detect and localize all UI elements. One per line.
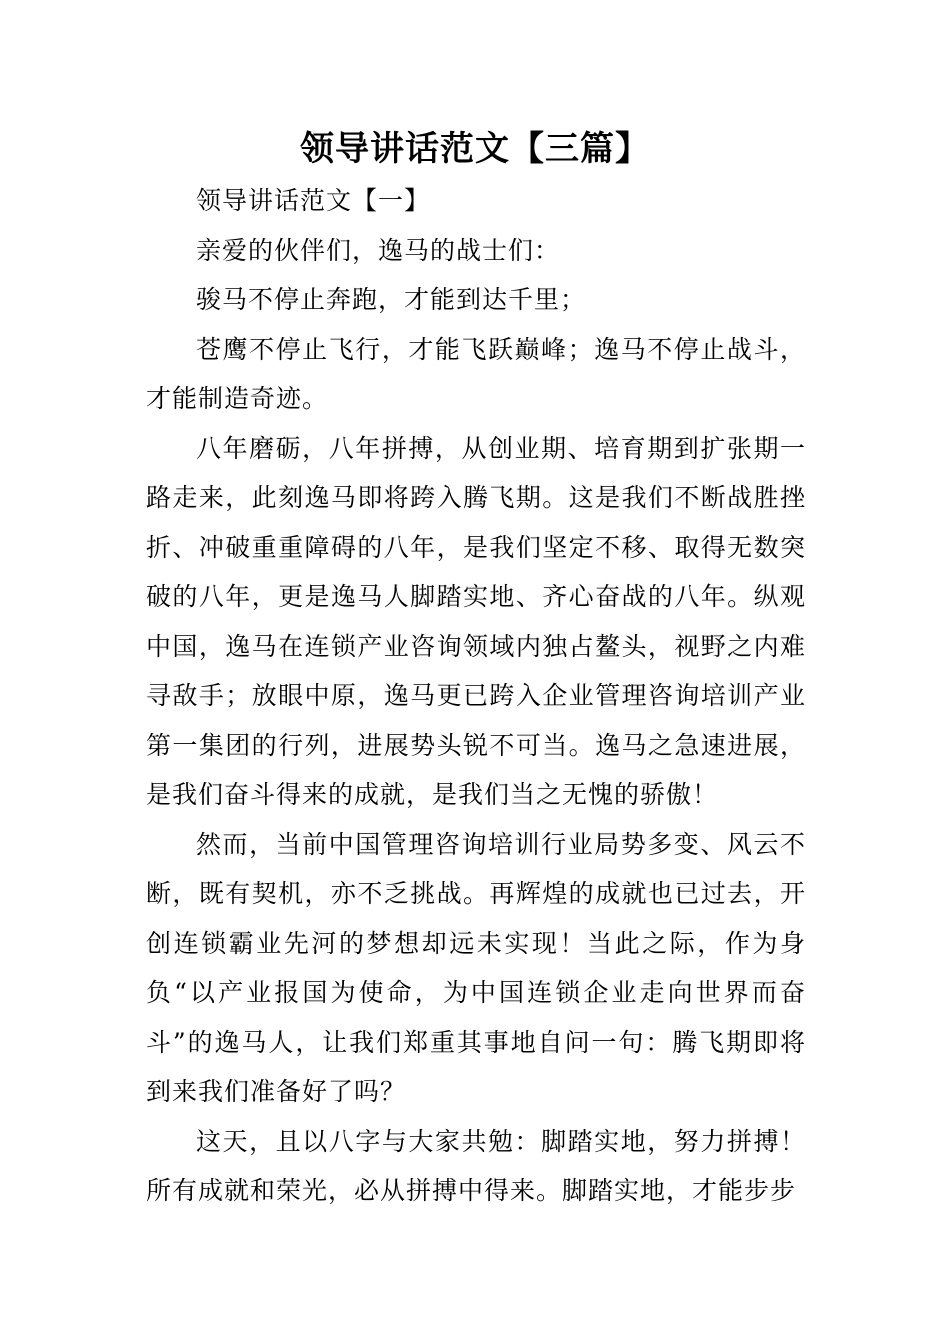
paragraph: 然而，当前中国管理咨询培训行业局势多变、风云不断，既有契机，亦不乏挑战。再辉煌的成就也已过去，开创连锁霸业先河的梦想却远未实现！当此之际，作为身负“以产业报国为使命，为中国连锁企业走向世界而奋斗”的逸马人，让我们郑重其事地自问一句：腾飞期即将到来我们准备好了吗？ [146,829,806,1106]
paragraph: 八年磨砺，八年拼搏，从创业期、培育期到扩张期一路走来，此刻逸马即将跨入腾飞期。这是我们不断战胜挫折、冲破重重障碍的八年，是我们坚定不移、取得无数突破的八年，更是逸马人脚踏实地、齐心奋战的八年。纵观中国，逸马在连锁产业咨询领域内独占鳌头，视野之内难寻敌手；放眼中原，逸马更已跨入企业管理咨询培训产业第一集团的行列，进展势头锐不可当。逸马之急速进展，是我们奋斗得来的成就，是我们当之无愧的骄傲！ [146,433,806,809]
document-title: 领导讲话范文【三篇】 [300,129,650,169]
salutation: 亲爱的伙伴们，逸马的战士们： [196,235,561,265]
paragraph: 这天，且以八字与大家共勉：脚踏实地，努力拼搏！所有成就和荣光，必从拼搏中得来。脚踏实地，才能步步 [146,1126,806,1205]
section-heading: 领导讲话范文【一】 [196,186,431,215]
paragraph: 苍鹰不停止飞行，才能飞跃巅峰；逸马不停止战斗，才能制造奇迹。 [146,334,806,413]
paragraph: 骏马不停止奔跑，才能到达千里； [196,285,587,314]
document-body [146,176,806,1216]
